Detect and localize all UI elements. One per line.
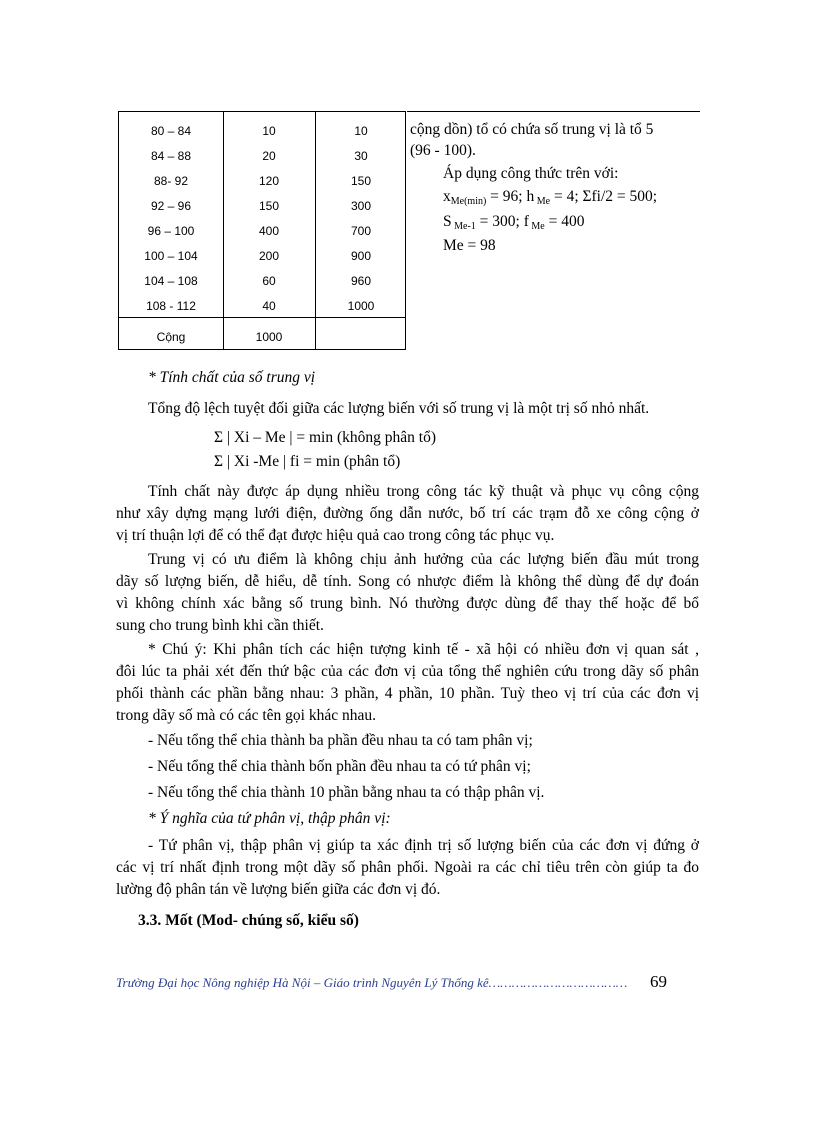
bullet-item: - Nếu tổng thể chia thành bốn phần đều nhau ta có tứ phân vị; <box>148 758 531 775</box>
paragraph-line: Trung vị có ưu điểm là không chịu ảnh hưởng của các lượng biến đầu mút trong <box>148 551 699 568</box>
paragraph-line: Tổng độ lệch tuyệt đối giữa các lượng biến với số trung vị là một trị số nhỏ nhất. <box>148 400 650 417</box>
f-value: = 400 <box>544 213 585 230</box>
frequency-cell: 60 <box>262 274 276 288</box>
cumulative-cell: 30 <box>354 149 368 163</box>
frequency-table <box>118 111 406 350</box>
paragraph-line: * Chú ý: Khi phân tích các hiện tượng kinh tế - xã hội có nhiều đơn vị quan sát , <box>148 641 699 658</box>
paragraph-line: dãy số lượng biến, dễ hiểu, dễ tính. Song có nhược điểm là không thể dùng để dự đoán <box>116 573 699 590</box>
cumulative-cell: 700 <box>350 224 372 238</box>
paragraph-line: vì không chính xác bằng số trung bình. Nó thường được dùng để thay thế hoặc để bổ <box>116 595 699 612</box>
formula-line: Σ | Xi – Me | = min (không phân tổ) <box>214 429 437 446</box>
h-subscript: Me <box>534 196 551 207</box>
cumulative-cell: 300 <box>350 199 372 213</box>
side-text-line: Áp dụng công thức trên với: <box>443 165 619 182</box>
heading-meaning: * Ý nghĩa của tứ phân vị, thập phân vị: <box>148 810 391 827</box>
cumulative-cell: 150 <box>350 174 372 188</box>
paragraph-line: sung cho trung bình khi cần thiết. <box>116 617 324 634</box>
frequency-cell: 150 <box>258 199 280 213</box>
formula-line: Σ | Xi -Me | fi = min (phân tổ) <box>214 453 401 470</box>
frequency-cell: 10 <box>262 124 276 138</box>
x-symbol: x <box>443 188 451 205</box>
range-cell: 96 – 100 <box>147 224 195 238</box>
top-rule <box>407 111 700 112</box>
frequency-cell: 120 <box>258 174 280 188</box>
h-value: = 4; Σfi/2 = 500; <box>550 188 658 205</box>
formula-values-2 <box>443 212 584 237</box>
median-result: Me = 98 <box>443 237 496 254</box>
bullet-item: - Nếu tổng thể chia thành ba phần đều nhau ta có tam phân vị; <box>148 732 533 749</box>
heading-property: * Tính chất của số trung vị <box>148 369 316 386</box>
range-cell: 100 – 104 <box>144 249 198 263</box>
paragraph-line: - Tứ phân vị, thập phân vị giúp ta xác định trị số lượng biến của các đơn vị đứng ở <box>148 837 699 854</box>
paragraph-line: vị trí thuận lợi để có thể đạt được hiệu quả cao trong công tác phục vụ. <box>116 527 555 544</box>
side-text-line: (96 - 100). <box>410 142 476 159</box>
page-footer: Trường Đại học Nông nghiệp Hà Nội – Giáo trình Nguyên Lý Thống kê……………………………… <box>116 975 628 990</box>
total-row-divider <box>119 317 405 318</box>
x-subscript: Me(min) <box>450 196 487 207</box>
frequency-cell: 40 <box>262 299 276 313</box>
cumulative-cell: 960 <box>350 274 372 288</box>
cumulative-cell: 900 <box>350 249 372 263</box>
frequency-cell: 200 <box>258 249 280 263</box>
s-symbol: S <box>443 213 452 230</box>
total-value: 1000 <box>255 330 283 344</box>
s-value: = 300; f <box>475 213 529 230</box>
f-subscript: Me <box>528 221 545 232</box>
bullet-item: - Nếu tổng thể chia thành 10 phần bằng nhau ta có thập phân vị. <box>148 784 545 801</box>
paragraph-line: lường độ phân tán về lượng biến giữa các đơn vị đó. <box>116 881 441 898</box>
paragraph-line: Tính chất này được áp dụng nhiều trong công tác kỹ thuật và phục vụ công cộng <box>148 483 699 500</box>
paragraph-line: phối thành các phần bằng nhau: 3 phần, 4 phần, 10 phần. Tuỳ theo vị trí của các đơn vị <box>116 685 699 702</box>
frequency-cell: 400 <box>258 224 280 238</box>
section-heading: 3.3. Mốt (Mod- chúng số, kiểu số) <box>138 912 359 929</box>
x-value: = 96; h <box>486 188 535 205</box>
page-number: 69 <box>650 972 667 991</box>
frequency-cell: 20 <box>262 149 276 163</box>
total-label: Cộng <box>156 330 186 344</box>
paragraph-line: các vị trí nhất định trong một dãy số phân phối. Ngoài ra các chỉ tiêu trên còn giúp ta đo <box>116 859 699 876</box>
formula-values-1 <box>443 187 657 212</box>
range-cell: 88- 92 <box>153 174 189 188</box>
paragraph-line: trong dãy số mà có các tên gọi khác nhau. <box>116 707 376 724</box>
cumulative-cell: 1000 <box>347 299 375 313</box>
range-cell: 84 – 88 <box>150 149 192 163</box>
side-text-line: cộng dồn) tổ có chứa số trung vị là tổ 5 <box>410 121 654 138</box>
range-cell: 108 - 112 <box>146 299 196 313</box>
s-subscript: Me-1 <box>451 221 476 232</box>
range-cell: 80 – 84 <box>150 124 192 138</box>
paragraph-line: đôi lúc ta phải xét đến thứ bậc của các đơn vị của tổng thể nghiên cứu trong dãy số phân <box>116 663 699 680</box>
range-cell: 92 – 96 <box>150 199 192 213</box>
range-cell: 104 – 108 <box>144 274 198 288</box>
cumulative-cell: 10 <box>354 124 368 138</box>
paragraph-line: như xây dựng mạng lưới điện, đường ống dẫn nước, bố trí các trạm đỗ xe công cộng ở <box>116 505 699 522</box>
